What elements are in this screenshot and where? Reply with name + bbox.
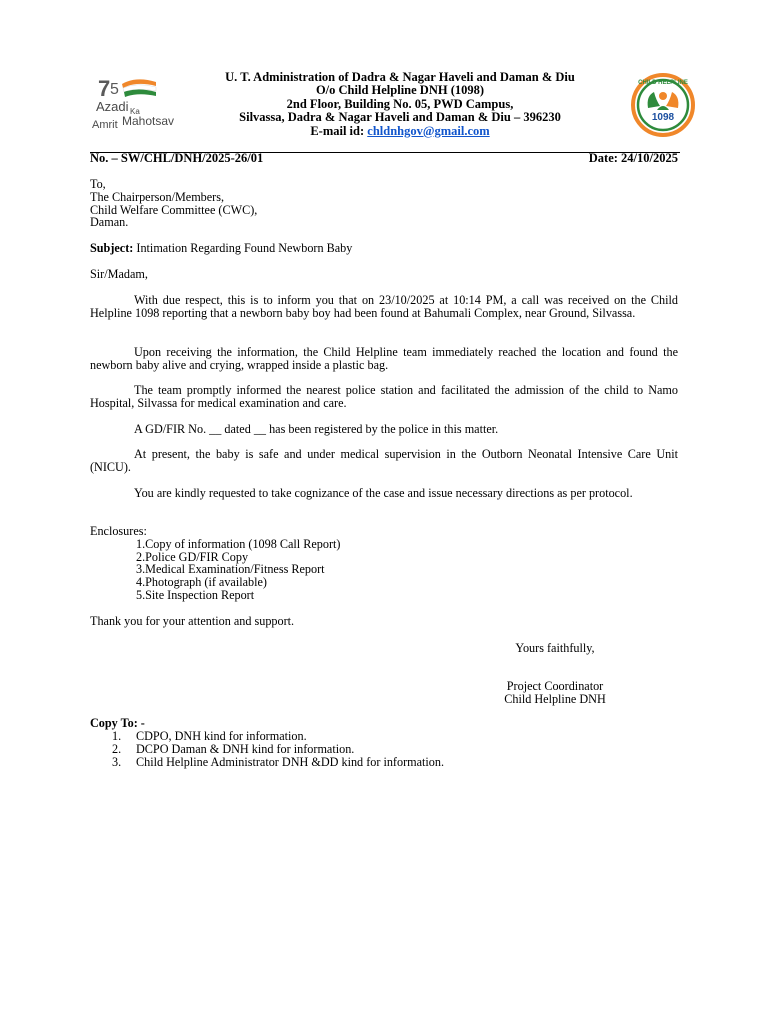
- svg-text:Amrit: Amrit: [92, 119, 118, 131]
- enclosure-item: 5.Site Inspection Report: [136, 587, 255, 602]
- email-link[interactable]: chldnhgov@gmail.com: [367, 123, 490, 138]
- enclosure-item: 3.Medical Examination/Fitness Report: [136, 562, 325, 577]
- addressee-line-2: Child Welfare Committee (CWC),: [90, 202, 258, 217]
- letter-date: Date: 24/10/2025: [588, 151, 678, 165]
- copy-to-number: 3.: [112, 754, 122, 769]
- copy-to-text: Child Helpline Administrator DNH &DD kind for information.: [136, 754, 445, 769]
- paragraph-1: With due respect, this is to inform you that on 23/10/2025 at 10:14 PM, a call was received on the Child Helpline 1098 reporting that a newborn baby boy had been found at Bahumali Complex, near Ground, Silvassa.: [90, 293, 678, 320]
- copy-to-item: [90, 756, 678, 769]
- copy-to-item: [90, 743, 678, 756]
- copy-to-text: DCPO Daman & DNH kind for information.: [136, 741, 355, 756]
- paragraph-2: Upon receiving the information, the Child Helpline team immediately reached the location and found the newborn baby alive and crying, wrapped inside a plastic bag.: [90, 345, 678, 372]
- copy-to-number: 1.: [112, 728, 122, 743]
- svg-text:Mahotsav: Mahotsav: [122, 114, 175, 128]
- letterhead-line-1: U. T. Administration of Dadra & Nagar Haveli and Daman & Diu: [225, 70, 575, 84]
- copy-to-label: Copy To: -: [90, 716, 145, 730]
- to-label: To,: [90, 177, 106, 191]
- svg-text:7: 7: [98, 76, 111, 101]
- letterhead-line-3: 2nd Floor, Building No. 05, PWD Campus,: [286, 96, 514, 111]
- yours-faithfully: Yours faithfully,: [515, 641, 595, 655]
- enclosure-item: 2.Police GD/FIR Copy: [136, 549, 249, 564]
- letterhead-line-2: O/o Child Helpline DNH (1098): [315, 83, 485, 98]
- reference-number: No. – SW/CHL/DNH/2025-26/01: [90, 151, 264, 165]
- email-label: E-mail id:: [310, 123, 365, 138]
- addressee-block: [90, 178, 678, 229]
- paragraph-3: The team promptly informed the nearest police station and facilitated the admission of the child to Namo Hospital, Silvassa for medical examination and care.: [90, 383, 678, 410]
- copy-to-block: [90, 717, 678, 769]
- addressee-line-1: The Chairperson/Members,: [90, 189, 225, 204]
- enclosure-item: 4.Photograph (if available): [136, 575, 267, 590]
- enclosures-list: [90, 538, 678, 602]
- enclosure-item: 1.Copy of information (1098 Call Report): [136, 536, 341, 551]
- enclosures-label: Enclosures:: [90, 524, 147, 538]
- salutation: Sir/Madam,: [90, 267, 148, 281]
- svg-text:Ka: Ka: [130, 107, 140, 116]
- paragraph-6: You are kindly requested to take cognizance of the case and issue necessary directions as per protocol.: [134, 486, 633, 500]
- child-helpline-1098-logo: [626, 72, 700, 138]
- subject-label: Subject:: [90, 241, 134, 255]
- azadi-ka-amrit-mahotsav-logo: [92, 72, 176, 134]
- copy-to-text: CDPO, DNH kind for information.: [136, 728, 307, 743]
- letterhead: [190, 71, 610, 138]
- letterhead-line-4: Silvassa, Dadra & Nagar Haveli and Daman & Diu – 396230: [239, 110, 561, 125]
- subject-line: [90, 242, 678, 255]
- paragraph-4: A GD/FIR No. __ dated __ has been registered by the police in this matter.: [134, 422, 499, 436]
- enclosures-block: [90, 525, 678, 602]
- svg-text:1098: 1098: [651, 112, 675, 123]
- paragraph-5: At present, the baby is safe and under medical supervision in the Outborn Neonatal Intensive Care Unit (NICU).: [90, 447, 678, 474]
- subject-text: Intimation Regarding Found Newborn Baby: [136, 241, 353, 255]
- copy-to-item: [90, 730, 678, 743]
- letterhead-email-line: [190, 125, 610, 138]
- addressee-line-3: Daman.: [90, 215, 129, 230]
- svg-text:CHILD HELPLINE: CHILD HELPLINE: [638, 80, 688, 86]
- svg-text:5: 5: [110, 81, 119, 98]
- closing-line: Thank you for your attention and support.: [90, 614, 295, 628]
- copy-to-number: 2.: [112, 741, 122, 756]
- reference-line: [90, 151, 678, 166]
- svg-text:Azadi: Azadi: [96, 99, 129, 114]
- signatory-designation: Project Coordinator: [506, 679, 604, 693]
- signatory-office: Child Helpline DNH: [504, 692, 606, 706]
